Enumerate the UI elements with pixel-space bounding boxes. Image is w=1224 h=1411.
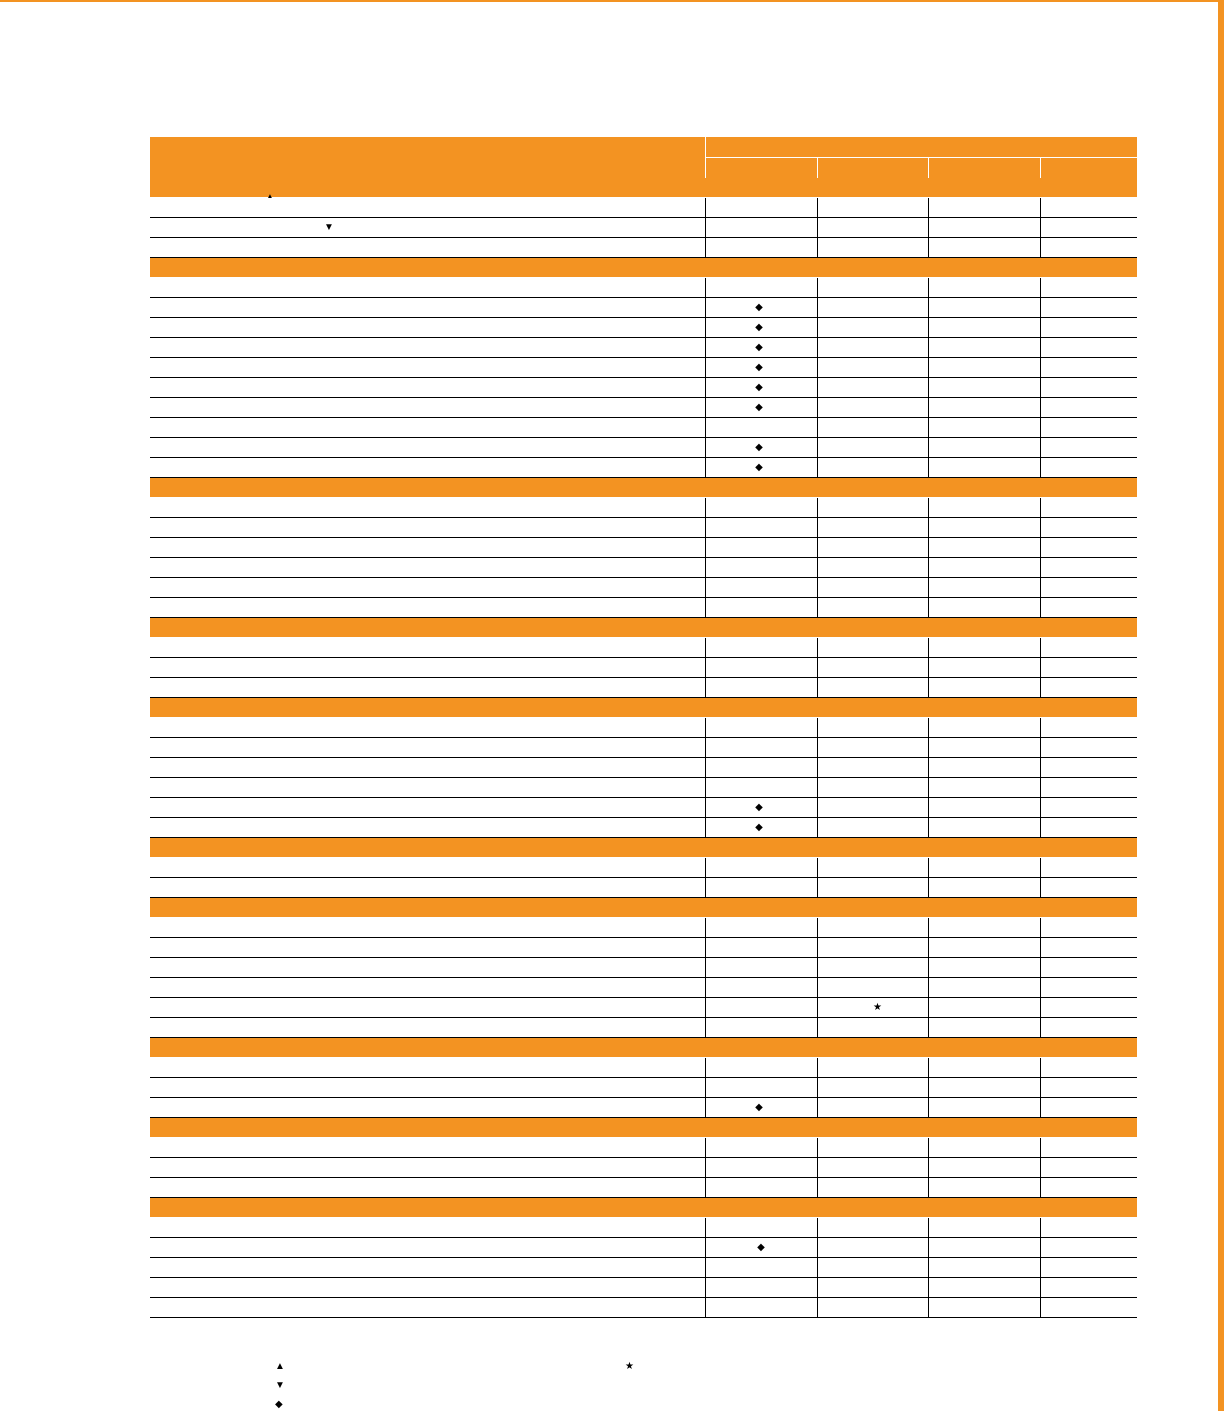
table-row — [150, 438, 1137, 458]
table-row — [150, 778, 1137, 798]
diamond-icon: ◆ — [755, 302, 763, 313]
table-row — [150, 998, 1137, 1018]
diamond-icon: ◆ — [755, 342, 763, 353]
table-row — [150, 658, 1137, 678]
section-header-row — [150, 1038, 1137, 1058]
table-row — [150, 498, 1137, 518]
table-row — [150, 538, 1137, 558]
star-icon: ★ — [873, 1002, 882, 1013]
diamond-icon: ◆ — [755, 322, 763, 333]
table-row — [150, 598, 1137, 618]
legend-down-triangle-icon: ▼ — [275, 1380, 285, 1391]
legend-up-triangle-icon: ▲ — [275, 1361, 285, 1372]
table-row — [150, 818, 1137, 838]
top-accent-rule — [0, 0, 1224, 2]
table-row — [150, 318, 1137, 338]
header-grade-1 — [705, 158, 817, 179]
table-row — [150, 938, 1137, 958]
table-header — [150, 137, 1137, 178]
diamond-icon: ◆ — [755, 802, 763, 813]
diamond-icon: ◆ — [757, 1242, 765, 1253]
diamond-icon: ◆ — [755, 1102, 763, 1113]
header-feature-column — [150, 137, 705, 178]
section-header-row — [150, 698, 1137, 718]
legend-star-icon: ★ — [625, 1361, 634, 1372]
table-row — [150, 558, 1137, 578]
header-grade-2 — [817, 158, 928, 179]
table-row — [150, 1258, 1137, 1278]
section-header-row — [150, 1198, 1137, 1218]
diamond-icon: ◆ — [755, 362, 763, 373]
table-row — [150, 1178, 1137, 1198]
section-header-row — [150, 618, 1137, 638]
down-triangle-icon: ▼ — [324, 222, 334, 233]
table-row — [150, 858, 1137, 878]
diamond-icon: ◆ — [755, 822, 763, 833]
table-row — [150, 1098, 1137, 1118]
table-row — [150, 718, 1137, 738]
table-row — [150, 458, 1137, 478]
diamond-icon: ◆ — [755, 442, 763, 453]
table-row — [150, 1278, 1137, 1298]
table-row — [150, 518, 1137, 538]
table-row — [150, 918, 1137, 938]
section-header-row — [150, 478, 1137, 498]
table-row — [150, 878, 1137, 898]
table-row — [150, 798, 1137, 818]
table-row — [150, 978, 1137, 998]
diamond-icon: ◆ — [755, 382, 763, 393]
table-row — [150, 278, 1137, 298]
table-row — [150, 1058, 1137, 1078]
section-header-row — [150, 258, 1137, 278]
table-row — [150, 578, 1137, 598]
table-row — [150, 1238, 1137, 1258]
specification-table — [150, 137, 1137, 1318]
section-header-row — [150, 838, 1137, 858]
legend-diamond-icon: ◆ — [275, 1399, 283, 1410]
header-grade-group — [705, 137, 1137, 158]
table-row — [150, 1018, 1137, 1038]
table-row — [150, 398, 1137, 418]
table-row — [150, 1078, 1137, 1098]
table-row — [150, 238, 1137, 258]
table-row — [150, 198, 1137, 218]
table-row — [150, 1298, 1137, 1318]
header-grade-4 — [1040, 158, 1137, 179]
diamond-icon: ◆ — [755, 462, 763, 473]
section-header-row — [150, 1118, 1137, 1138]
table-row — [150, 358, 1137, 378]
table-row — [150, 218, 1137, 238]
table-row — [150, 1218, 1137, 1238]
right-accent-bar — [1218, 0, 1224, 1411]
table-row — [150, 638, 1137, 658]
section-header-row — [150, 898, 1137, 918]
table-row — [150, 678, 1137, 698]
header-grade-3 — [928, 158, 1040, 179]
table-row — [150, 958, 1137, 978]
table-row — [150, 338, 1137, 358]
table-row — [150, 1138, 1137, 1158]
section-header-row — [150, 178, 1137, 198]
table-row — [150, 378, 1137, 398]
table-row — [150, 738, 1137, 758]
table-row — [150, 418, 1137, 438]
table-row — [150, 1158, 1137, 1178]
diamond-icon: ◆ — [755, 402, 763, 413]
table-row — [150, 298, 1137, 318]
table-row — [150, 758, 1137, 778]
